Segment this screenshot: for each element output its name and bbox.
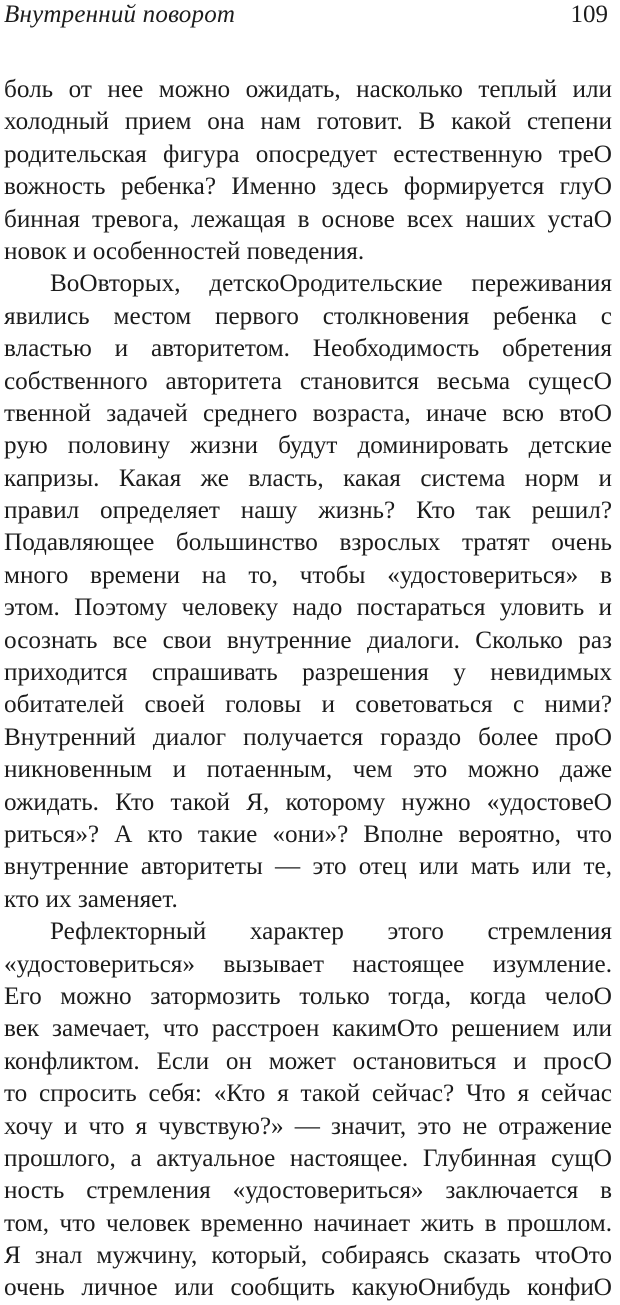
text-line: Рефлекторный характер этого стремления — [50, 918, 612, 946]
text-line: риться»? А кто такие «они»? Вполне вероятно, что — [4, 820, 612, 848]
text-line: родительская фигура опосредует естественную треO — [4, 140, 612, 168]
text-line: прошлого, а актуальное настоящее. Глубинная сущO — [4, 1144, 612, 1172]
text-line: правил определяет нашу жизнь? Кто так решил? — [4, 497, 612, 525]
text-line: холодный прием она нам готовит. В какой степени — [4, 108, 612, 136]
text-line: новок и особенностей поведения. — [4, 237, 365, 265]
text-line: ожидать. Кто такой Я, которому нужно «удостовеO — [4, 788, 612, 816]
text-line: том, что человек временно начинает жить в прошлом. — [4, 1209, 612, 1237]
text-line: хочу и что я чувствую?» — значит, это не отражение — [4, 1112, 612, 1140]
text-line: собственного авторитета становится весьма сущесO — [4, 367, 612, 395]
text-line: Я знал мужчину, который, собираясь сказать чтоOто — [4, 1242, 612, 1270]
text-line: боль от нее можно ожидать, насколько теплый или — [4, 76, 612, 103]
text-line: то спросить себя: «Кто я такой сейчас? Что я сейчас — [4, 1080, 612, 1108]
text-line: бинная тревога, лежащая в основе всех наших устаO — [4, 205, 612, 233]
text-line: капризы. Какая же власть, какая система норм и — [4, 464, 612, 492]
text-line: явились местом первого столкновения ребенка с — [4, 302, 612, 330]
running-title: Внутренний поворот — [4, 1, 236, 28]
text-line: Подавляющее большинство взрослых тратят очень — [4, 529, 612, 557]
text-line: никновенным и потаенным, чем это можно даже — [4, 756, 612, 784]
page-number: 109 — [570, 1, 608, 28]
text-line: «удостовериться» вызывает настоящее изумление. — [4, 950, 612, 978]
text-line: обитателей своей головы и советоваться с ними? — [4, 691, 612, 719]
text-line: конфликтом. Если он может остановиться и просO — [4, 1047, 612, 1075]
text-line: век замечает, что расстроен какимOто решением или — [4, 1015, 612, 1043]
text-line: Его можно затормозить только тогда, когда челоO — [4, 982, 612, 1010]
text-line: приходится спрашивать разрешения у невидимых — [4, 659, 612, 687]
text-line: властью и авторитетом. Необходимость обретения — [4, 335, 612, 363]
text-line: Внутренний диалог получается гораздо более проO — [4, 723, 612, 751]
text-line: ВоOвторых, детскоOродительские переживания — [50, 270, 612, 298]
text-line: вожность ребенка? Именно здесь формируется глуO — [4, 173, 612, 201]
running-head — [4, 0, 614, 40]
body-text — [0, 74, 620, 1305]
text-line: этом. Поэтому человеку надо постараться уловить и — [4, 594, 612, 622]
text-line: твенной задачей среднего возраста, иначе всю втоO — [4, 399, 612, 427]
text-line: осознать все свои внутренние диалоги. Сколько раз — [4, 626, 612, 654]
text-line: кто их заменяет. — [4, 885, 178, 913]
text-line: очень личное или сообщить какуюOнибудь конфиO — [4, 1274, 612, 1302]
text-line: ность стремления «удостовериться» заключается в — [4, 1177, 612, 1205]
text-line: много времени на то, чтобы «удостовериться» в — [4, 561, 612, 589]
text-line: рую половину жизни будут доминировать детские — [4, 432, 612, 460]
text-line: внутренние авторитеты — это отец или мать или те, — [4, 853, 612, 881]
